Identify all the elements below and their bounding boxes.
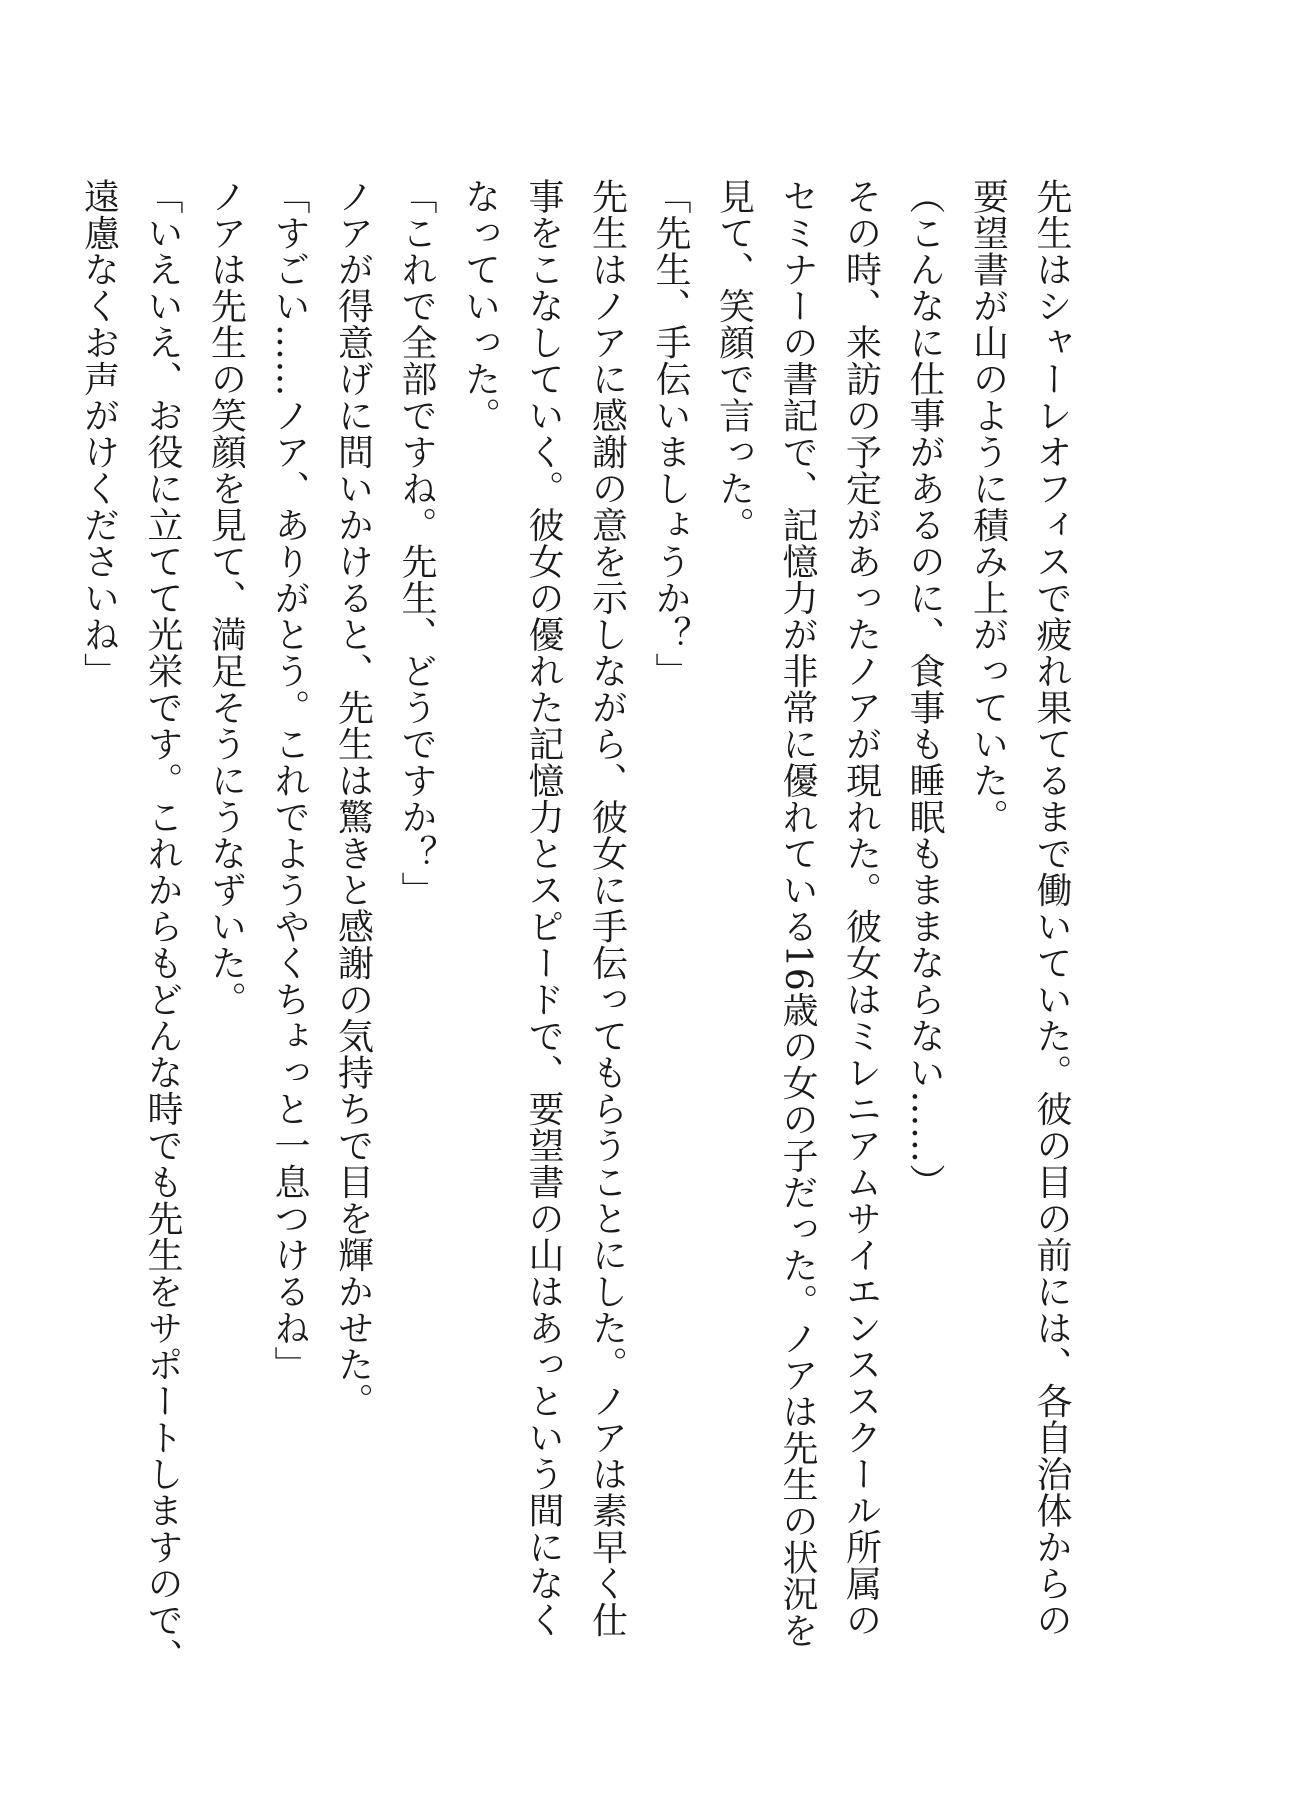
text-line: なっていった。 (459, 178, 501, 434)
text-line: 先生はノアに感謝の意を示しながら、彼女に手伝ってもらうことにした。ノアは素早く仕 (586, 178, 628, 1638)
text-line: その時、来訪の予定があったノアが現れた。彼女はミレニアムサイエンススクール所属の (840, 178, 882, 1638)
text-line: 要望書が山のように積み上がっていた。 (967, 178, 1009, 835)
text-line: 「先生、手伝いましょうか？」 (650, 178, 691, 689)
text-line: 先生はシャーレオフィスで疲れ果てるまで働いていた。彼の目の前には、各自治体からの (1031, 178, 1072, 1638)
text-line: 「これで全部ですね。先生、どうですか？」 (396, 178, 437, 908)
text-line: 事をこなしていく。彼女の優れた記憶力とスピードで、要望書の山はあっという間になく (523, 178, 564, 1638)
text-line: （こんなに仕事があるのに、食事も睡眠もままならない……） (904, 178, 945, 1200)
text-line: 「いえいえ、お役に立てて光栄です。これからもどんな時でも先生をサポートしますので、 (142, 178, 183, 1675)
text-line: 「すごい……ノア、ありがとう。これでようやくちょっと一息つけるね」 (269, 178, 310, 1383)
text-line: 遠慮なくお声がけくださいね」 (78, 178, 120, 689)
text-line: 見て、笑顔で言った。 (713, 178, 755, 543)
vertical-text-body (67, 178, 1083, 1678)
text-line: セミナーの書記で、記憶力が非常に優れている16歳の女の子だった。ノアは先生の状況を (777, 178, 818, 1649)
text-line: ノアは先生の笑顔を見て、満足そうにうなずいた。 (205, 178, 247, 1018)
text-line: ノアが得意げに問いかけると、先生は驚きと感謝の気持ちで目を輝かせた。 (332, 178, 374, 1419)
